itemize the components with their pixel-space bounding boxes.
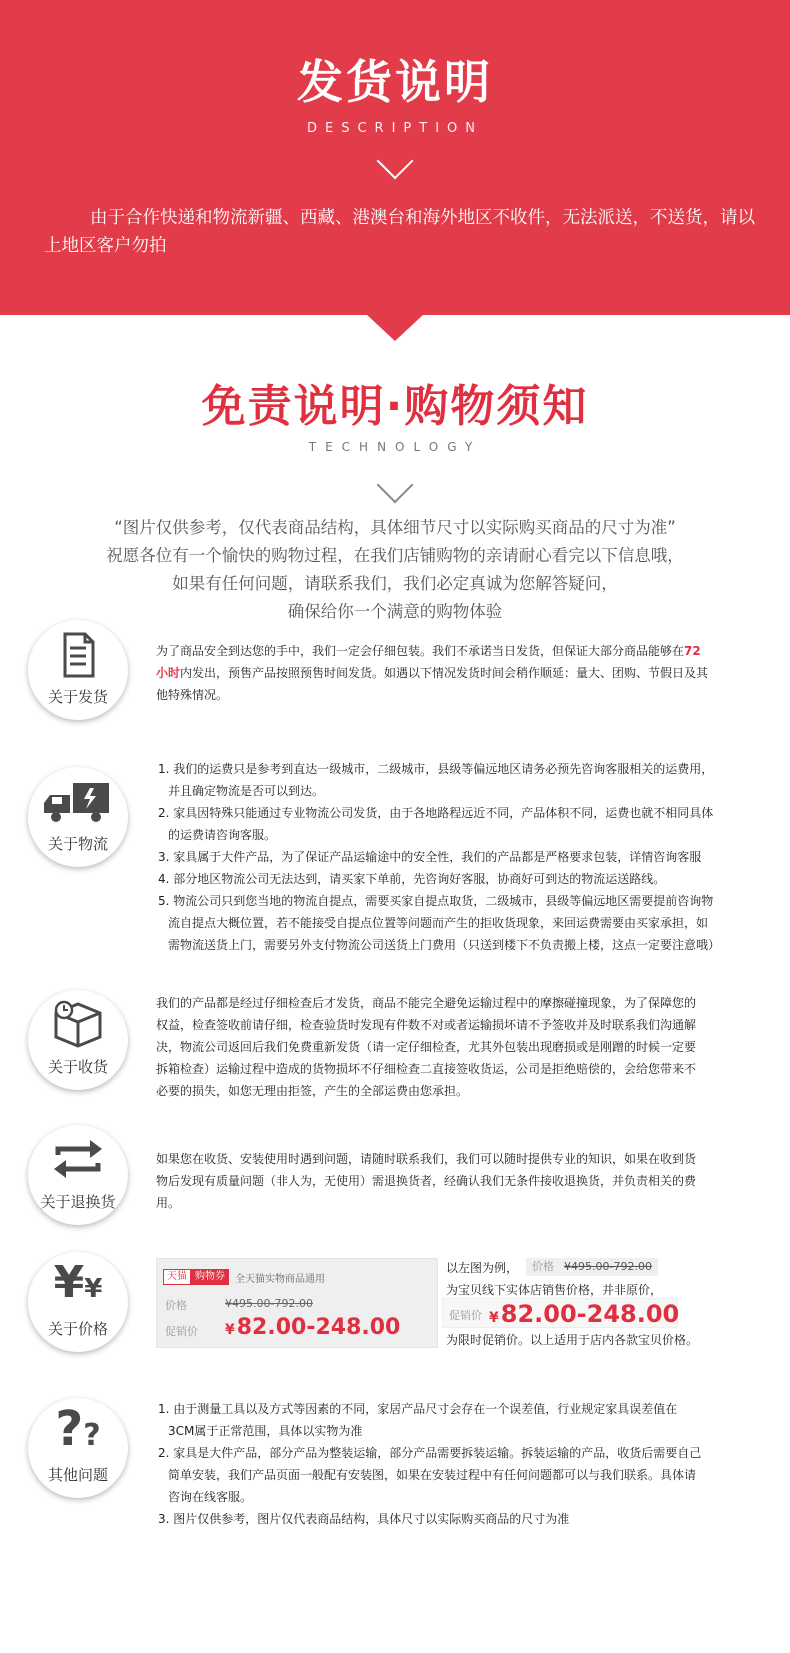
coupon-description: 全天猫实物商品通用: [235, 1273, 325, 1285]
original-price: ¥495.00-792.00: [564, 1260, 652, 1273]
document-icon: [28, 630, 128, 684]
intro-line: 确保给你一个满意的购物体验: [287, 602, 503, 621]
shipping-label: 关于发货: [47, 688, 108, 706]
promo-price-value: 82.00-248.00: [236, 1315, 401, 1340]
receiving-description: 我们的产品都是经过仔细检查后才发货，商品不能完全避免运输过程中的摩擦碰撞现象，为了保障您的权益，检查签收前请仔细，检查验货时发现有件数不对或者运输损坏请不予签收并及时联系我们沟通解决，物流公司返回后我们免费重新发货（请一定仔细检查，尤其外包装出现磨损或是刚蹭的时候一定要拆箱检查）运输过程中造成的货物损坏不仔细检查二直接签收货运，公司是拒绝赔偿的，会给您带来不必要的损失，如您无理由拒签，产生的全部运费由您承担。: [156, 996, 697, 1098]
price-explain-line3: 为限时促销价。以上适用于店内各款宝贝价格。: [446, 1333, 699, 1347]
logistics-badge: [28, 767, 128, 867]
price-reference-tag: [526, 1258, 658, 1276]
other-badge: [28, 1398, 128, 1498]
list-item: 1. 由于测量工具以及方式等因素的不同，家居产品尺寸会存在一个误差值，行业规定家具误差值在 3CM属于正常范围，具体以实物为准: [158, 1402, 678, 1438]
question-icon: ??: [55, 1401, 101, 1457]
returns-badge: [28, 1125, 128, 1225]
list-item: 3. 图片仅供参考，图片仅代表商品结构，具体尺寸以实际购买商品的尺寸为准: [158, 1512, 570, 1526]
intro-line: 祝愿各位有一个愉快的购物过程，在我们店铺购物的亲请耐心看完以下信息哦，: [106, 546, 684, 565]
yen-icon: ¥¥: [53, 1257, 103, 1308]
price-label: 关于价格: [47, 1320, 108, 1338]
price-explain-line2: 为宝贝线下实体店销售价格，并非原价，: [446, 1283, 663, 1297]
list-item: 4. 部分地区物流公司无法达到，请买家下单前，先咨询好客服，协商好可到达的物流运送路线。: [158, 872, 666, 886]
receiving-label: 关于收货: [47, 1058, 108, 1076]
shipping-notice-banner: [0, 0, 790, 315]
list-item: 1. 我们的运费只是参考到直达一级城市，二级城市，县级等偏远地区请务必预先咨询客服相关的运费用，并且确定物流是否可以到达。: [158, 762, 714, 798]
banner-notch: [366, 314, 424, 341]
disclaimer-title: 免责说明·购物须知: [201, 381, 589, 432]
list-item: 2. 家具因特殊只能通过专业物流公司发货，由于各地路程远近不同，产品体积不同，运费也就不相同具体的运费请咨询客服。: [158, 806, 714, 842]
yen-symbol: ¥: [225, 1322, 235, 1338]
price-badge: [28, 1252, 128, 1352]
disclaimer-subtitle: TECHNOLOGY: [308, 440, 482, 454]
list-item: 2. 家具是大件产品，部分产品为整装运输，部分产品需要拆装运输。拆装运输的产品，收货后需要自己简单安装，我们产品页面一般配有安装图，如果在安装过程中有任何问题都可以与我们联系。具体请咨询在线客服。: [158, 1446, 702, 1504]
promo-field-label: 促销价: [165, 1325, 198, 1338]
disclaimer-intro: [40, 514, 750, 626]
promo-price-value: 82.00-248.00: [500, 1300, 680, 1328]
other-label: 其他问题: [47, 1466, 108, 1484]
returns-label: 关于退换货: [40, 1193, 116, 1211]
promo-price: [225, 1315, 400, 1340]
logistics-label: 关于物流: [47, 835, 108, 853]
list-item: 5. 物流公司只到您当地的物流自提点，需要买家自提点取货，二级城市，县级等偏远地区需要提前咨询物流自提点大概位置，若不能接受自提点位置等问题而产生的拒收货现象，来回运费需要由买家承担，如需物流送货上门，需要另外支付物流公司送货上门费用（只送到楼下不负责搬上楼，这点一定要注意哦）: [158, 894, 721, 952]
shipping-text-after: 内发出，预售产品按照预售时间发货。如遇以下情况发货时间会稍作顺延：量大、团购、节假日及其他特殊情况。: [156, 666, 709, 702]
package-icon: [28, 1000, 128, 1054]
price-explain-line1: [446, 1258, 658, 1276]
original-price: ¥495.00-792.00: [225, 1297, 313, 1310]
receiving-badge: [28, 990, 128, 1090]
logistics-list: [158, 758, 721, 956]
chevron-down-icon: [377, 467, 414, 504]
price-field-label: 价格: [165, 1299, 187, 1312]
shipping-notice-title: 发货说明: [297, 55, 493, 109]
shipping-badge: [28, 620, 128, 720]
price-explain-text: 以左图为例，: [446, 1260, 519, 1275]
price-field-label: 价格: [532, 1260, 555, 1273]
shipping-notice-text: 由于合作快递和物流新疆、西藏、港澳台和海外地区不收件，无法派送，不送货，请以上地区客户勿拍: [44, 208, 755, 256]
chevron-down-icon: [377, 143, 414, 180]
exchange-icon: [28, 1135, 128, 1189]
promo-field-label: 促销价: [449, 1309, 482, 1322]
promo-price: [489, 1300, 679, 1328]
coupon-tag: 购物券: [191, 1269, 229, 1285]
shipping-notice-subtitle: DESCRIPTION: [307, 121, 483, 136]
truck-icon: [28, 777, 128, 831]
list-item: 3. 家具属于大件产品，为了保证产品运输途中的安全性，我们的产品都是严格要求包装，详情咨询客服: [158, 850, 702, 864]
price-example-card: [156, 1258, 438, 1348]
intro-line: 如果有任何问题，请联系我们，我们必定真诚为您解答疑问，: [172, 574, 618, 593]
other-list: [158, 1398, 706, 1530]
tmall-tag: 天猫: [163, 1269, 191, 1285]
shipping-description: [156, 640, 712, 706]
shipping-text-before: 为了商品安全到达您的手中，我们一定会仔细包装。我们不承诺当日发货，但保证大部分商品能够在: [156, 644, 685, 658]
shipping-time-highlight: 72小时: [156, 644, 701, 680]
yen-symbol: ¥: [489, 1310, 499, 1326]
promo-reference-tag: [442, 1298, 678, 1328]
intro-line: “图片仅供参考，仅代表商品结构，具体细节尺寸以实际购买商品的尺寸为准”: [114, 518, 676, 537]
returns-description: 如果您在收货、安装使用时遇到问题，请随时联系我们，我们可以随时提供专业的知识，如果在收到货物后发现有质量问题（非人为，无使用）需退换货者，经确认我们无条件接收退换货，并负责相关的费用。: [156, 1152, 697, 1210]
